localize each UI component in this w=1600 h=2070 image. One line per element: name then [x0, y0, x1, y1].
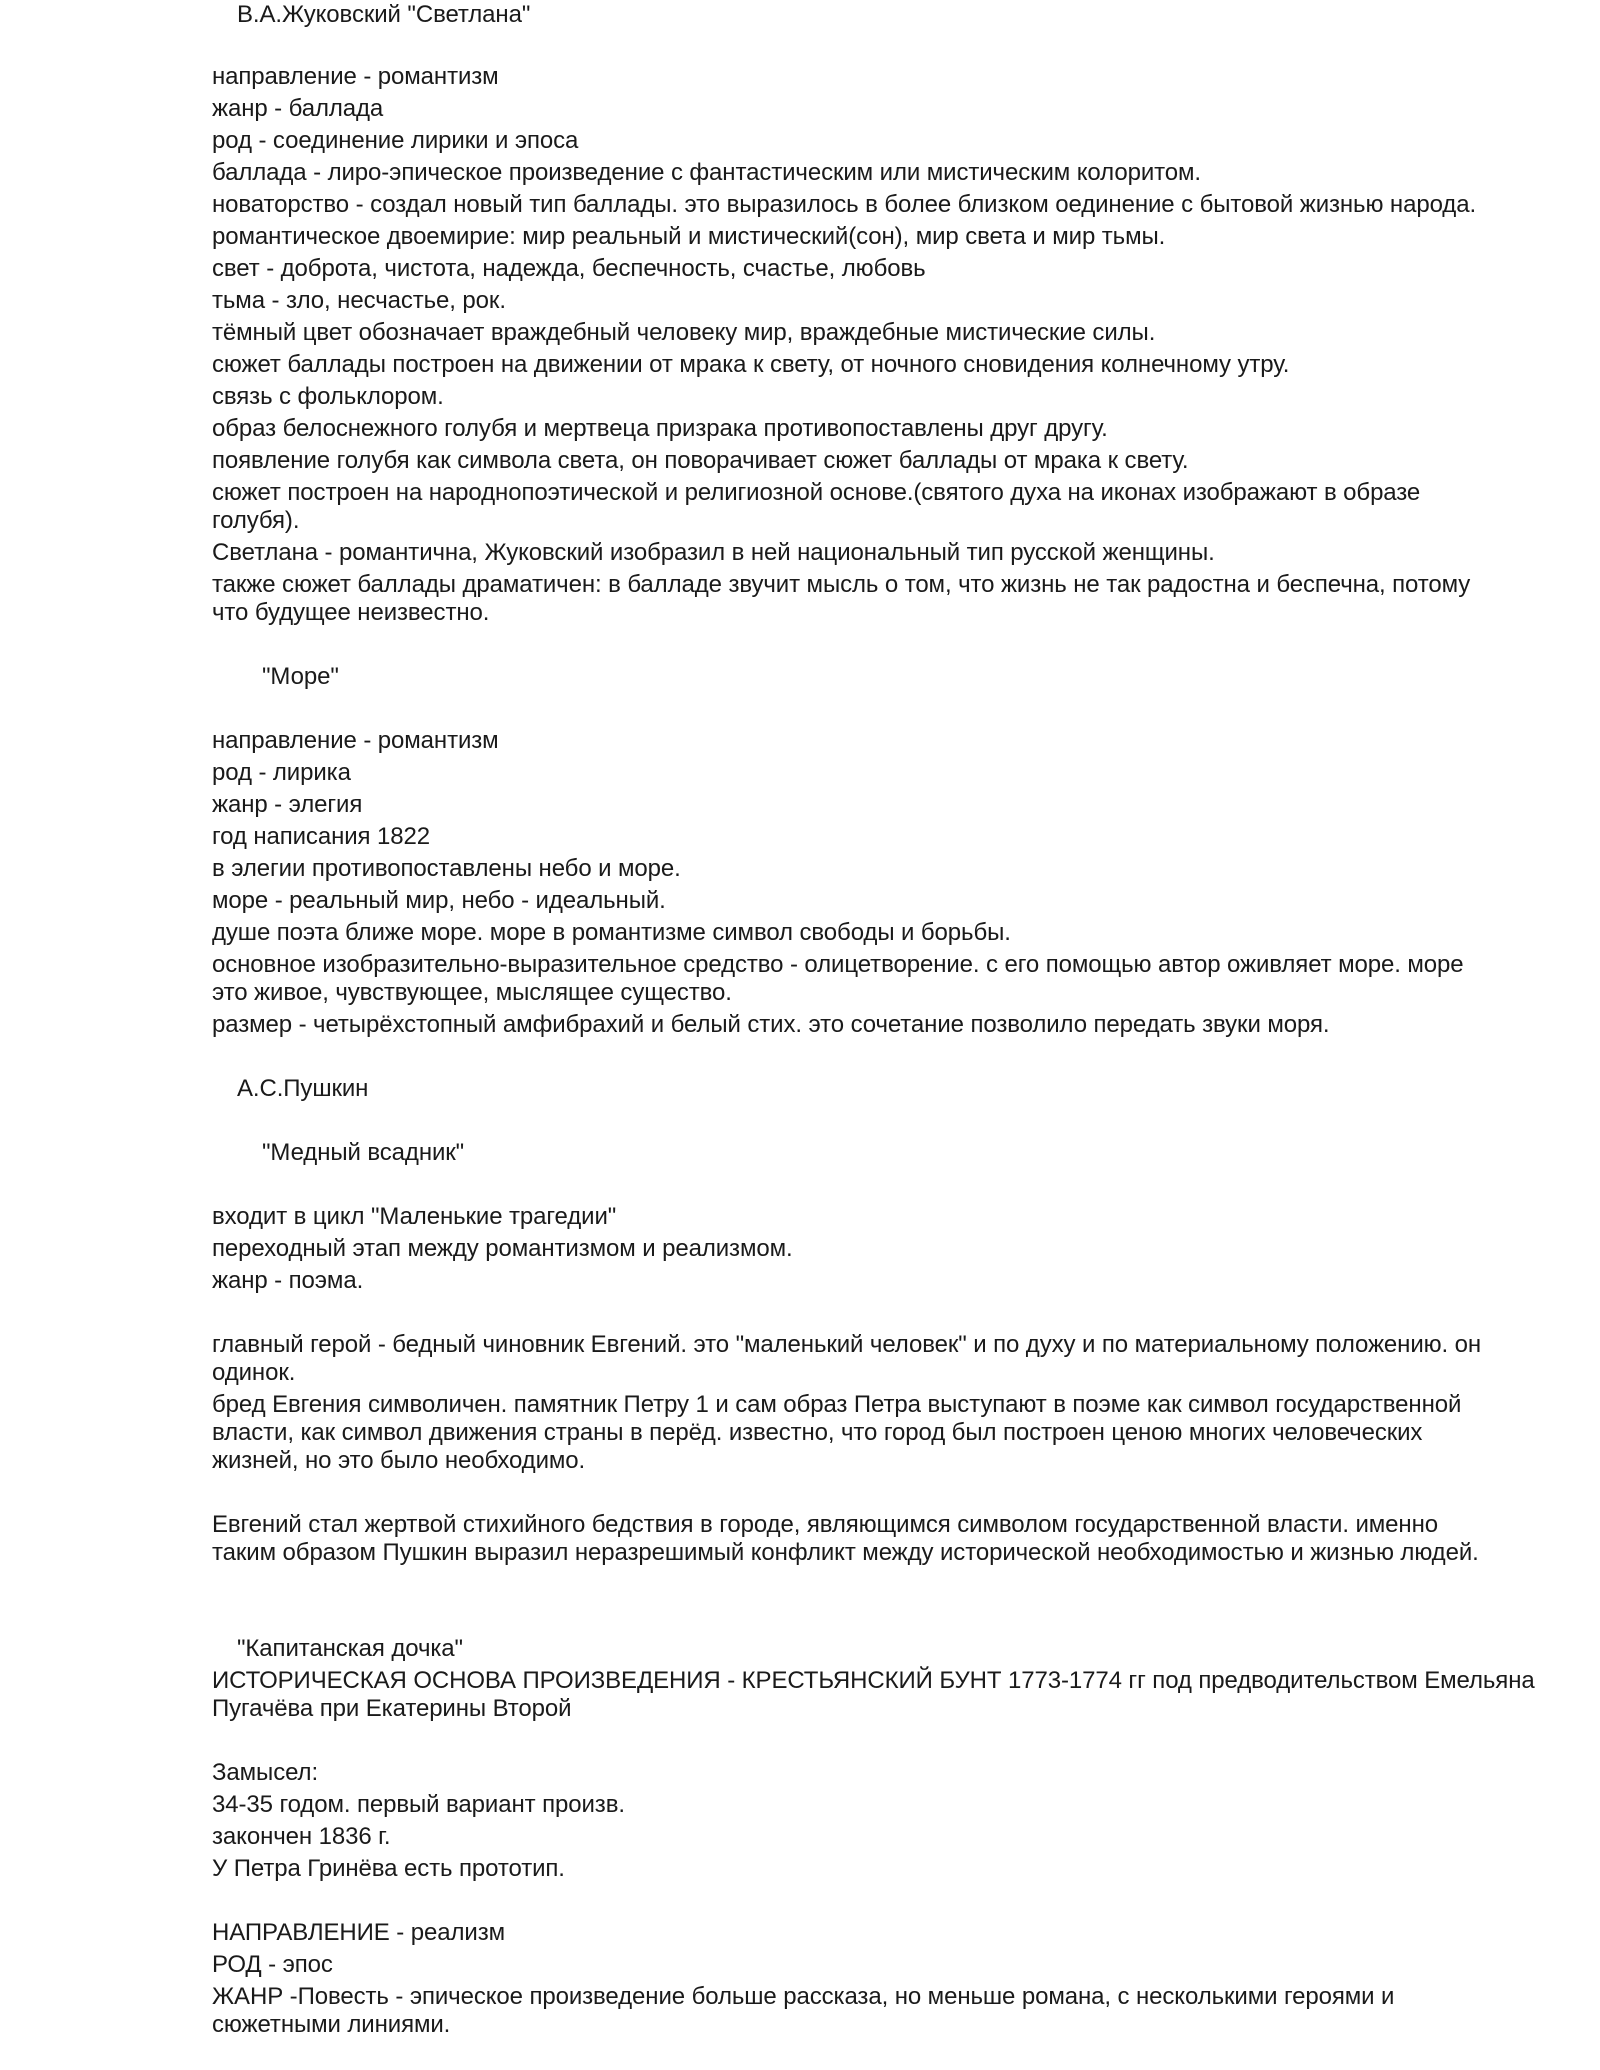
text-line: таким образом Пушкин выразил неразрешимый конфликт между исторической необходимостью и жизнью людей. — [212, 1539, 1479, 1566]
section-heading: "Капитанская дочка" — [237, 1635, 463, 1662]
text-line: входит в цикл "Маленькие трагедии" — [212, 1203, 617, 1230]
text-line: сюжетными линиями. — [212, 2011, 451, 2038]
text-line: власти, как символ движения страны в перёд. известно, что город был построен ценою многих человеческих — [212, 1419, 1423, 1446]
text-line: это живое, чувствующее, мыслящее существо. — [212, 979, 732, 1006]
text-line: размер - четырёхстопный амфибрахий и белый стих. это сочетание позволило передать звуки моря. — [212, 1011, 1330, 1038]
text-line: жанр - баллада — [212, 95, 384, 122]
text-line: НАПРАВЛЕНИЕ - реализм — [212, 1919, 506, 1946]
text-line: баллада - лиро-эпическое произведение с фантастическим или мистическим колоритом. — [212, 159, 1201, 186]
text-line: У Петра Гринёва есть прототип. — [212, 1855, 565, 1882]
text-line: что будущее неизвестно. — [212, 599, 490, 626]
text-line: 34-35 годом. первый вариант произв. — [212, 1791, 625, 1818]
text-line: переходный этап между романтизмом и реализмом. — [212, 1235, 793, 1262]
section-heading: "Море" — [262, 663, 339, 690]
text-line: появление голубя как символа света, он поворачивает сюжет баллады от мрака к свету. — [212, 447, 1189, 474]
text-line: новаторство - создал новый тип баллады. это выразилось в более близком оединение с бытовой жизнью народа. — [212, 191, 1477, 218]
text-line: род - соединение лирики и эпоса — [212, 127, 579, 154]
text-line: Светлана - романтична, Жуковский изобразил в ней национальный тип русской женщины. — [212, 539, 1215, 566]
text-line: основное изобразительно-выразительное средство - олицетворение. с его помощью автор оживляет море. море — [212, 951, 1464, 978]
text-line: романтическое двоемирие: мир реальный и мистический(сон), мир света и мир тьмы. — [212, 223, 1166, 250]
text-line: тёмный цвет обозначает враждебный человеку мир, враждебные мистические силы. — [212, 319, 1156, 346]
text-line: направление - романтизм — [212, 63, 499, 90]
section-heading: А.С.Пушкин — [237, 1075, 369, 1102]
text-line: год написания 1822 — [212, 823, 430, 850]
text-line: главный герой - бедный чиновник Евгений. это "маленький человек" и по духу и по материальному положению. он — [212, 1331, 1482, 1358]
text-line: ИСТОРИЧЕСКАЯ ОСНОВА ПРОИЗВЕДЕНИЯ - КРЕСТЬЯНСКИЙ БУНТ 1773-1774 гг под предводительством Емельяна — [212, 1667, 1535, 1694]
text-line: бред Евгения символичен. памятник Петру 1 и сам образ Петра выступают в поэме как символ государственной — [212, 1391, 1462, 1418]
text-line: также сюжет баллады драматичен: в балладе звучит мысль о том, что жизнь не так радостна и беспечна, потому — [212, 571, 1471, 598]
text-line: Замысел: — [212, 1759, 319, 1786]
text-line: душе поэта ближе море. море в романтизме символ свободы и борьбы. — [212, 919, 1011, 946]
text-line: Евгений стал жертвой стихийного бедствия в городе, являющимся символом государственной власти. именно — [212, 1511, 1438, 1538]
text-line: закончен 1836 г. — [212, 1823, 391, 1850]
text-line: сюжет баллады построен на движении от мрака к свету, от ночного сновидения колнечному утру. — [212, 351, 1290, 378]
text-line: сюжет построен на народнопоэтической и религиозной основе.(святого духа на иконах изображают в образе — [212, 479, 1421, 506]
text-line: род - лирика — [212, 759, 351, 786]
text-line: РОД - эпос — [212, 1951, 333, 1978]
text-line: образ белоснежного голубя и мертвеца призрака противопоставлены друг другу. — [212, 415, 1108, 442]
text-line: тьма - зло, несчастье, рок. — [212, 287, 506, 314]
text-line: голубя). — [212, 507, 300, 534]
text-line: направление - романтизм — [212, 727, 499, 754]
section-heading: В.А.Жуковский "Светлана" — [237, 1, 531, 28]
text-line: свет - доброта, чистота, надежда, беспечность, счастье, любовь — [212, 255, 926, 282]
text-line: связь с фольклором. — [212, 383, 444, 410]
text-line: в элегии противопоставлены небо и море. — [212, 855, 681, 882]
text-line: море - реальный мир, небо - идеальный. — [212, 887, 666, 914]
text-line: ЖАНР -Повесть - эпическое произведение больше рассказа, но меньше романа, с несколькими героями и — [212, 1983, 1395, 2010]
text-line: жанр - элегия — [212, 791, 363, 818]
text-line: Пугачёва при Екатерины Второй — [212, 1695, 572, 1722]
text-line: одинок. — [212, 1359, 296, 1386]
text-line: жанр - поэма. — [212, 1267, 364, 1294]
text-line: жизней, но это было необходимо. — [212, 1447, 586, 1474]
section-heading: "Медный всадник" — [262, 1139, 465, 1166]
